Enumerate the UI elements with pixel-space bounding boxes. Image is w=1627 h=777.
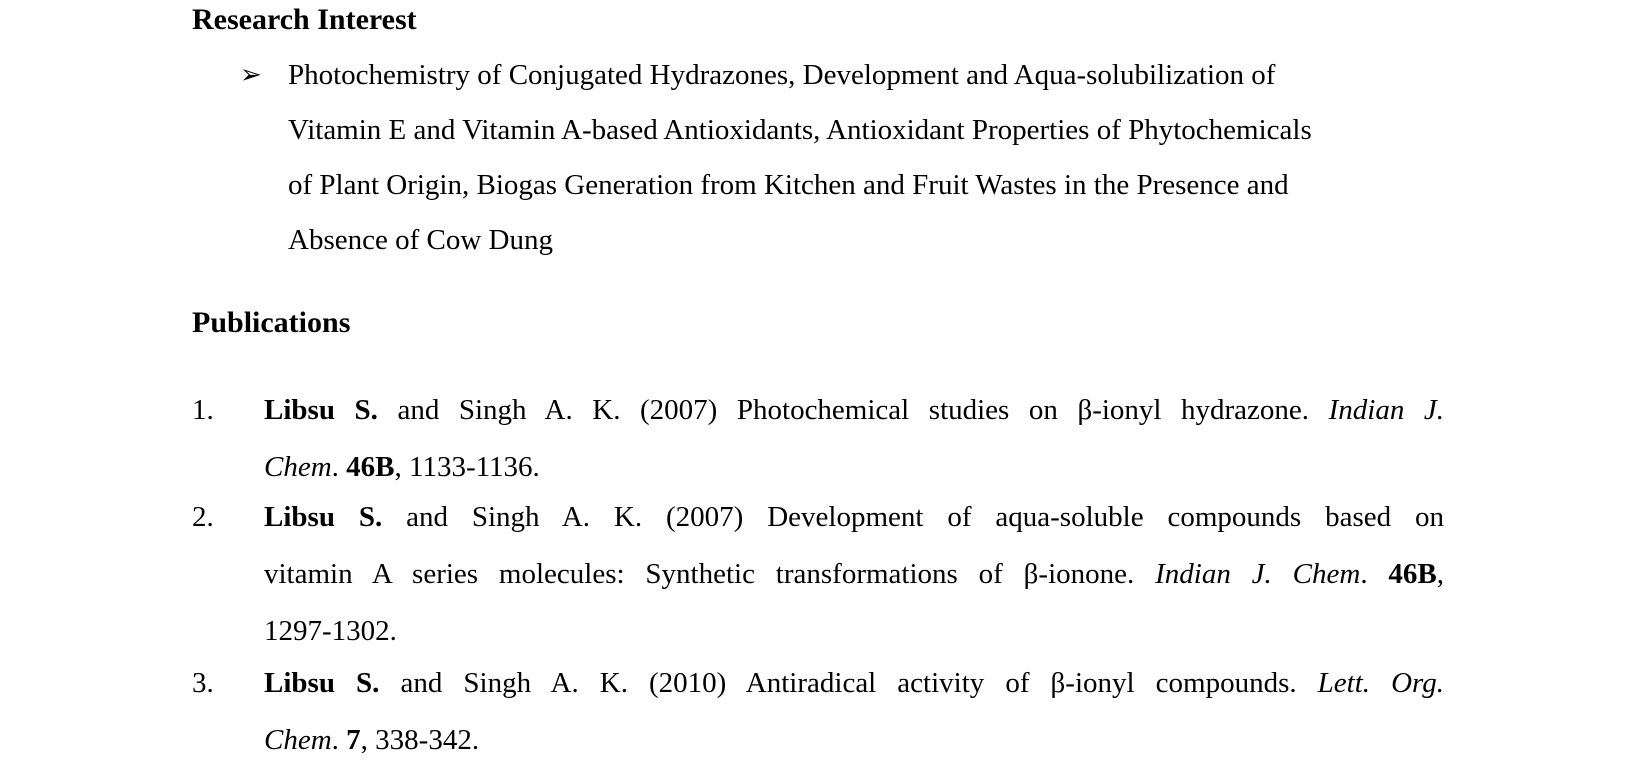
- publication-line: [264, 390, 1444, 447]
- publication-volume: 7: [346, 724, 361, 756]
- publication-line: [264, 720, 1444, 777]
- publication-pages: 1297-1302.: [264, 615, 397, 647]
- publication-entry: [264, 663, 1444, 777]
- publication-citation-text: and Singh A. K. (2007) Photochemical studies on β-ionyl hydrazone.: [377, 394, 1329, 426]
- publication-punctuation: .: [331, 451, 347, 483]
- publication-author: Libsu S.: [264, 394, 378, 426]
- publication-author: Libsu S.: [264, 501, 383, 533]
- publication-punctuation: ,: [1436, 558, 1445, 590]
- publication-citation-text: and Singh A. K. (2007) Development of aqua-soluble compounds based on: [382, 501, 1444, 533]
- publication-entry: [264, 390, 1444, 504]
- publication-volume: 46B: [1388, 558, 1437, 590]
- publications-heading: Publications: [192, 306, 351, 339]
- arrow-bullet-icon: ➢: [240, 60, 262, 89]
- publication-punctuation: .: [331, 724, 347, 756]
- research-interest-line: Absence of Cow Dung: [288, 224, 553, 256]
- research-interest-text: [288, 55, 1444, 275]
- publication-journal: Indian J. Chem: [1155, 558, 1361, 590]
- publication-line: [264, 447, 1444, 504]
- publication-entry: [264, 497, 1444, 668]
- publication-line: [264, 611, 1444, 668]
- publication-pages: , 338-342.: [360, 724, 480, 756]
- research-interest-heading: Research Interest: [192, 3, 417, 36]
- publication-journal: Chem: [264, 451, 332, 483]
- publication-punctuation: .: [1360, 558, 1389, 590]
- publication-number: 1.: [192, 394, 214, 426]
- publication-citation-text: vitamin A series molecules: Synthetic transformations of β-ionone.: [264, 558, 1156, 590]
- publication-number: 3.: [192, 667, 214, 699]
- publication-volume: 46B: [346, 451, 395, 483]
- publication-journal: Chem: [264, 724, 332, 756]
- publication-journal: Lett. Org.: [1317, 667, 1444, 699]
- publication-journal: Indian J.: [1328, 394, 1445, 426]
- research-interest-line: Vitamin E and Vitamin A-based Antioxidants, Antioxidant Properties of Phytochemicals: [288, 114, 1312, 146]
- publication-pages: , 1133-1136.: [394, 451, 540, 483]
- publication-number: 2.: [192, 501, 214, 533]
- publication-line: [264, 554, 1444, 611]
- publication-citation-text: and Singh A. K. (2010) Antiradical activity of β-ionyl compounds.: [379, 667, 1318, 699]
- research-interest-line: of Plant Origin, Biogas Generation from Kitchen and Fruit Wastes in the Presence and: [288, 169, 1289, 201]
- publication-line: [264, 497, 1444, 554]
- publication-line: [264, 663, 1444, 720]
- publication-author: Libsu S.: [264, 667, 380, 699]
- research-interest-line: Photochemistry of Conjugated Hydrazones, Development and Aqua-solubilization of: [288, 59, 1276, 91]
